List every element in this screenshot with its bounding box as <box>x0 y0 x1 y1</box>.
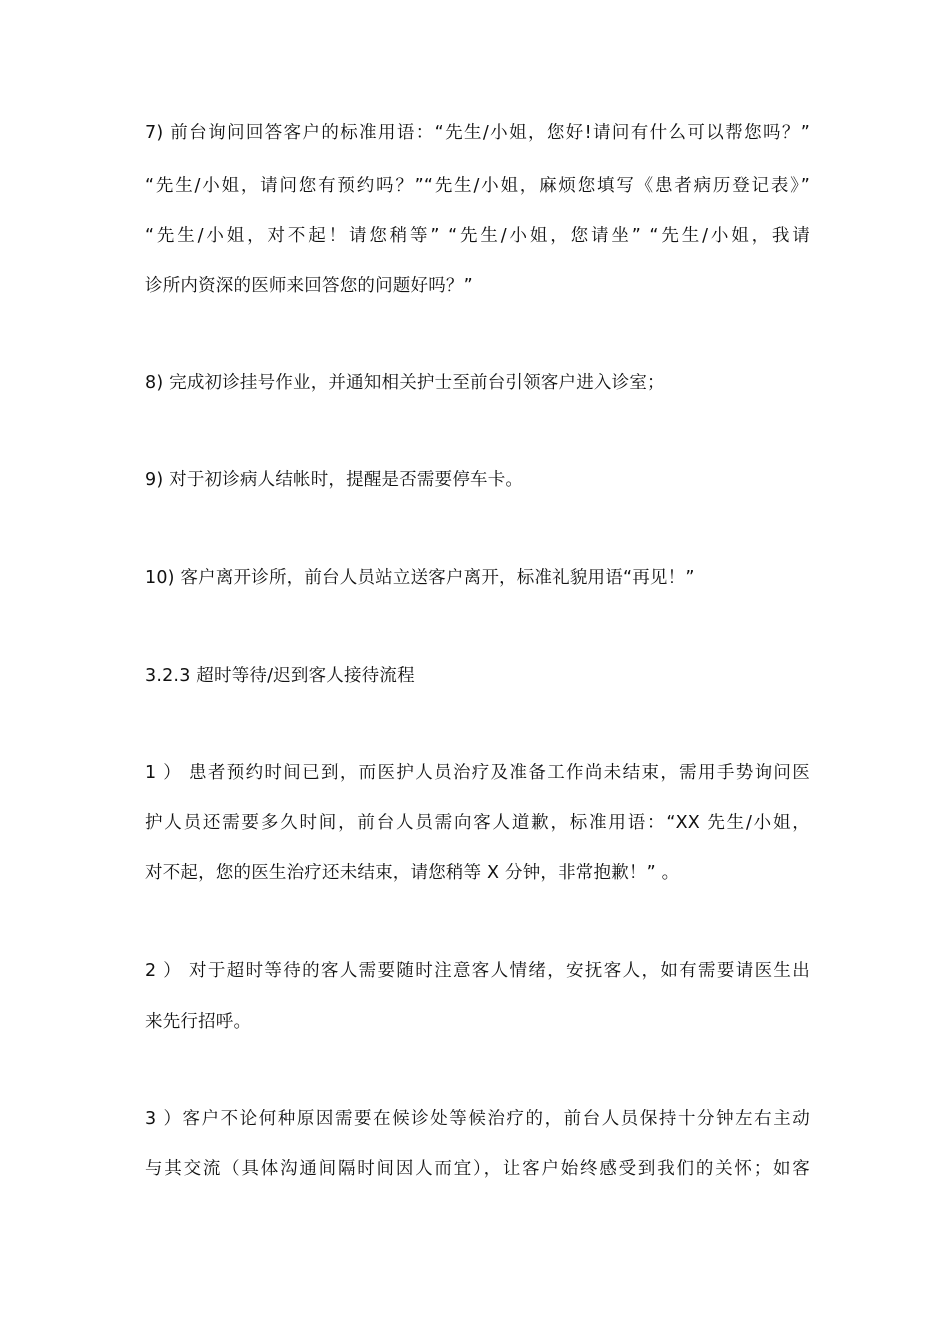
paragraph-line: 3 ）客户不论何种原因需要在候诊处等候治疗的，前台人员保持十分钟左右主动 <box>145 1109 810 1129</box>
paragraph-line: 10) 客户离开诊所，前台人员站立送客户离开，标准礼貌用语“再见！” <box>145 568 695 588</box>
paragraph-line: 1 ） 患者预约时间已到，而医护人员治疗及准备工作尚未结束，需用手势询问医 <box>145 763 810 783</box>
paragraph-line: 9) 对于初诊病人结帐时，提醒是否需要停车卡。 <box>145 470 524 490</box>
paragraph-line: 诊所内资深的医师来回答您的问题好吗？” <box>145 276 473 296</box>
paragraph-line: 与其交流（具体沟通间隔时间因人而宜），让客户始终感受到我们的关怀；如客 <box>145 1159 810 1179</box>
paragraph-line: 护人员还需要多久时间，前台人员需向客人道歉，标准用语：“XX 先生/小姐， <box>145 813 810 833</box>
paragraph-line: “先生/小姐，请问您有预约吗？”“先生/小姐，麻烦您填写《患者病历登记表》” <box>145 176 810 196</box>
paragraph-line: 对不起，您的医生治疗还未结束，请您稍等 X 分钟，非常抱歉！” 。 <box>145 863 680 883</box>
paragraph-line: 8) 完成初诊挂号作业，并通知相关护士至前台引领客户进入诊室； <box>145 373 665 393</box>
paragraph-line: 2 ） 对于超时等待的客人需要随时注意客人情绪，安抚客人，如有需要请医生出 <box>145 961 810 981</box>
paragraph-line: “先生/小姐，对不起！请您稍等” “先生/小姐，您请坐” “先生/小姐，我请 <box>145 226 810 246</box>
paragraph-line: 来先行招呼。 <box>145 1012 252 1032</box>
paragraph-line: 7) 前台询问回答客户的标准用语：“先生/小姐，您好!请问有什么可以帮您吗？” <box>145 123 810 143</box>
section-heading: 3.2.3 超时等待/迟到客人接待流程 <box>145 666 415 686</box>
